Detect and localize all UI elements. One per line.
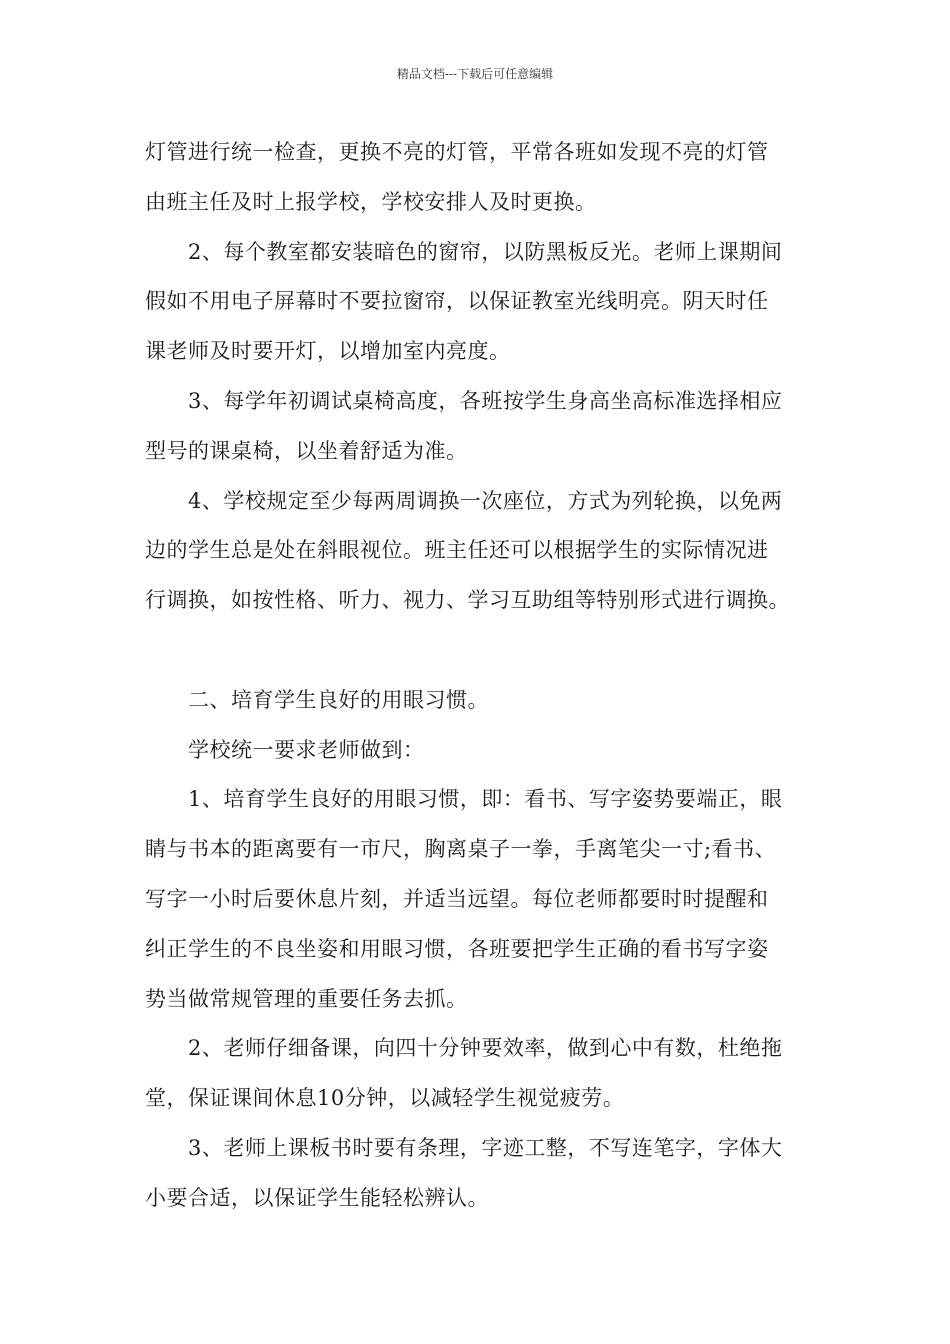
document-body <box>145 128 825 1224</box>
text-line: 势当做常规管理的重要任务去抓。 <box>145 986 468 1011</box>
text-line: 2、每个教室都安装暗色的窗帘，以防黑板反光。老师上课期间 <box>188 239 783 264</box>
text-line: 课老师及时要开灯，以增加室内亮度。 <box>145 339 511 364</box>
paragraph-5 <box>145 775 825 1024</box>
text-line: 行调换，如按性格、听力、视力、学习互助组等特别形式进行调换。 <box>145 588 790 613</box>
text-line: 灯管进行统一检查，更换不亮的灯管，平常各班如发现不亮的灯管 <box>145 140 769 164</box>
text-line: 型号的课桌椅，以坐着舒适为准。 <box>145 438 468 463</box>
text-line: 假如不用电子屏幕时不要拉窗帘，以保证教室光线明亮。阴天时任 <box>145 289 769 314</box>
text-line: 写字一小时后要休息片刻，并适当远望。每位老师都要时时提醒和 <box>145 886 769 911</box>
text-line: 2、老师仔细备课，向四十分钟要效率，做到心中有数，杜绝拖 <box>188 1036 783 1061</box>
text-line: 小要合适，以保证学生能轻松辨认。 <box>145 1185 489 1210</box>
section-heading-text: 二、培育学生良好的用眼习惯。 <box>188 687 489 712</box>
blank-line <box>145 626 825 676</box>
paragraph-4 <box>145 477 825 626</box>
section-heading <box>145 676 825 726</box>
paragraph-7 <box>145 1124 825 1224</box>
text-line: 4、学校规定至少每两周调换一次座位，方式为列轮换，以免两 <box>188 488 783 513</box>
paragraph-3 <box>145 377 825 477</box>
page-header: 精品文档---下载后可任意编辑 <box>396 67 554 81</box>
text-line: 1、培育学生良好的用眼习惯，即：看书、写字姿势要端正，眼 <box>188 787 783 812</box>
text-line: 纠正学生的不良坐姿和用眼习惯，各班要把学生正确的看书写字姿 <box>145 936 769 961</box>
text-line: 学校统一要求老师做到： <box>188 737 425 762</box>
text-line: 3、老师上课板书时要有条理，字迹工整，不写连笔字，字体大 <box>188 1135 783 1160</box>
text-line: 3、每学年初调试桌椅高度，各班按学生身高坐高标准选择相应 <box>188 388 783 413</box>
text-line: 边的学生总是处在斜眼视位。班主任还可以根据学生的实际情况进 <box>145 538 769 563</box>
text-line: 由班主任及时上报学校，学校安排人及时更换。 <box>145 189 597 214</box>
text-line: 堂，保证课间休息10分钟，以减轻学生视觉疲劳。 <box>145 1086 625 1111</box>
text-line: 睛与书本的距离要有一市尺，胸离桌子一拳，手离笔尖一寸;看书、 <box>145 837 777 862</box>
paragraph-6 <box>145 1024 825 1124</box>
paragraph-intro <box>145 726 825 776</box>
paragraph-2 <box>145 228 825 377</box>
paragraph-1 <box>145 128 825 228</box>
